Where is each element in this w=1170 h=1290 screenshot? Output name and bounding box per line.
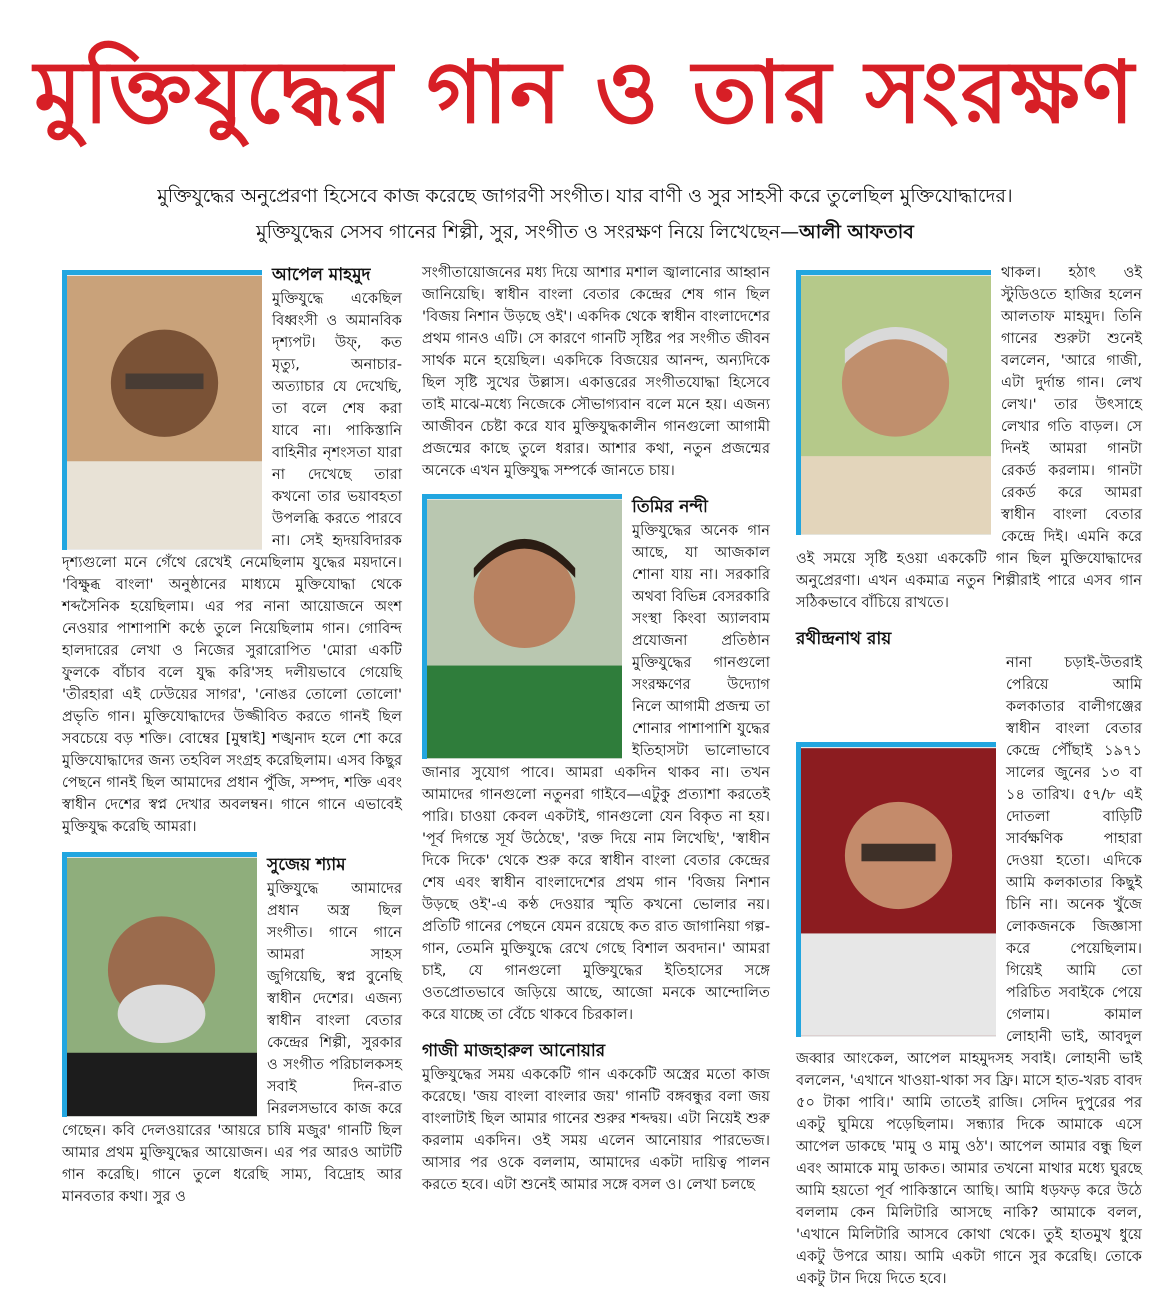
section-head-rathin: রথীন্দ্রনাথ রায় (796, 629, 892, 649)
portrait-icon (67, 275, 262, 550)
standfirst-line-2 (80, 214, 1090, 250)
standfirst (80, 178, 1090, 250)
section-head-apel: আপেল মাহমুদ (272, 265, 371, 285)
column-right (796, 262, 1142, 1287)
section-text-middle-top: সংগীতায়োজনের মধ্য দিয়ে আশার মশাল জ্বালানোর আহ্বান জানিয়েছি। স্বাধীন বাংলা বেতার কেন্দ্রের শেষ গান ছিল 'বিজয় নিশান উড়ছে ওই'। একদিক থেকে স্বাধীন বাংলাদেশের প্রথম গানও এটি। সে কারণে গানটি সৃষ্টির পর সংগীত জীবন সার্থক মনে হয়েছিল। একদিকে বিজয়ের আনন্দ, অন্যদিকে ছিল সৃষ্টি সুখের উল্লাস। একাত্তরের সংগীতযোদ্ধা হিসেবে তাই মাঝে-মধ্যে নিজেকে সৌভাগ্যবান বলে মনে হয়। এজন্য আজীবন চেষ্টা করে যাব মুক্তিযুদ্ধকালীন গানগুলো আগামী প্রজন্মের কাছে তুলে ধরার। আশার কথা, নতুন প্রজন্মের অনেকে এখন মুক্তিযুদ্ধ সম্পর্কে জানতে চায়। (422, 264, 770, 479)
photo-rathindranath-roy (796, 742, 996, 1037)
portrait-icon (801, 747, 996, 1037)
portrait-icon (67, 857, 257, 1117)
standfirst-line-1: মুক্তিযুদ্ধের অনুপ্রেরণা হিসেবে কাজ করেছে জাগরণী সংগীত। যার বাণী ও সুর সাহসী করে তুলেছিল মুক্তিযোদ্ধাদের। (157, 185, 1013, 207)
photo-apel-mahmud (62, 270, 262, 550)
section-head-gazi: গাজী মাজহারুল আনোয়ার (422, 1041, 606, 1061)
section-head-sujeo: সুজেয় শ্যাম (267, 855, 346, 875)
section-text-right-top: থাকল। হঠাৎ ওই স্টুডিওতে হাজির হলেন আলতাফ মাহমুদ। তিনি গানের শুরুটা শুনেই বললেন, 'আরে গাজী, এটা দুর্দান্ত গান। লেখ লেখ।' তার উৎসাহে লেখার গতি বাড়ল। সে দিনই আমরা গানটা রেকর্ড করলাম। গানটা রেকর্ড করে আমরা স্বাধীন বাংলা বেতার কেন্দ্রে দিই। এমনি করে ওই সময়ে সৃষ্টি হওয়া এককেটি গান ছিল মুক্তিযোদ্ধাদের অনুপ্রেরণা। এখন একমাত্র নতুন শিল্পীরাই পারে এসব গান সঠিকভাবে বাঁচিয়ে রাখতে। (796, 264, 1142, 611)
photo-timir-nandi (422, 494, 622, 759)
author-byline: আলী আফতাব (799, 221, 914, 243)
section-text-gazi: মুক্তিযুদ্ধের সময় এককেটি গান এককেটি অস্ত্রের মতো কাজ করেছে। 'জয় বাংলা বাংলার জয়' গানটি বঙ্গবন্ধুর বলা জয় বাংলাটাই ছিল আমার গানের শুরুর শব্দদ্বয়। এটা নিয়েই শুরু করলাম একদিন। ওই সময় এলেন আনোয়ার পারভেজ। আসার পর ওকে বললাম, আমাদের একটা দায়িত্ব পালন করতে হবে। এটা শুনেই আমার সঙ্গে বসল ও। লেখা চলছে (422, 1066, 770, 1193)
photo-gazi-mazharul-anwar (796, 270, 991, 535)
column-middle (422, 262, 770, 1193)
photo-sujeo-shyam (62, 852, 257, 1117)
headline: মুক্তিযুদ্ধের গান ও তার সংরক্ষণ (34, 42, 1136, 143)
column-left (62, 262, 402, 1205)
section-text-apel: মুক্তিযুদ্ধে একেছিল বিধ্বংসী ও অমানবিক দৃশ্যপট। উফ্‌, কত মৃত্যু, অনাচার-অত্যাচার যে দেখেছি, তা বলে শেষ করা যাবে না। পাকিস্তানি বাহিনীর নৃশংসতা যারা না দেখেছে তারা কখনো তার ভয়াবহতা উপলব্ধি করতে পারবে না। সেই হৃদয়বিদারক দৃশ্যগুলো মনে গেঁথে রেখেই নেমেছিলাম যুদ্ধের ময়দানে। 'বিক্ষুব্ধ বাংলা' অনুষ্ঠানের মাধ্যমে মুক্তিযোদ্ধা থেকে শব্দসৈনিক হয়েছিলাম। এর পর নানা আয়োজনে অংশ নেওয়ার পাশাপাশি কণ্ঠে তুলে নিয়েছিলাম গান। গোবিন্দ হালদারের লেখা ও নিজের সুরারোপিত 'মোরা একটি ফুলকে বাঁচাব বলে যুদ্ধ করি'সহ দলীয়ভাবে গেয়েছি 'তীরহারা এই ঢেউয়ের সাগর', 'নোঙর তোলো তোলো' প্রভৃতি গান। মুক্তিযোদ্ধাদের উজ্জীবিত করতে গানই ছিল সবচেয়ে বড় শক্তি। বোম্বের [মুম্বাই] শঙ্খনাদ হলে শো করে মুক্তিযোদ্ধাদের জন্য তহবিল সংগ্রহ করেছিলাম। এসব কিছুর পেছনে গানই ছিল আমাদের প্রধান পুঁজি, সম্পদ, শক্তি এবং স্বাধীন দেশের স্বপ্ন দেখার অবলম্বন। গানে গানে এভাবেই মুক্তিযুদ্ধ করেছি আমরা। (62, 290, 402, 835)
portrait-icon (801, 275, 991, 535)
standfirst-line-2-text: মুক্তিযুদ্ধের সেসব গানের শিল্পী, সুর, সংগীত ও সংরক্ষণ নিয়ে লিখেছেন— (256, 221, 800, 243)
section-head-timir: তিমির নন্দী (632, 497, 708, 517)
portrait-icon (427, 499, 622, 759)
section-text-timir: মুক্তিযুদ্ধের অনেক গান আছে, যা আজকাল শোনা যায় না। সরকারি অথবা বিভিন্ন বেসরকারি সংস্থা কিংবা অ্যালবাম প্রযোজনা প্রতিষ্ঠান মুক্তিযুদ্ধের গানগুলো সংরক্ষণের উদ্যোগ নিলে আগামী প্রজন্ম তা শোনার পাশাপাশি যুদ্ধের ইতিহাসটা ভালোভাবে জানার সুযোগ পাবে। আমরা একদিন থাকব না। তখন আমাদের গানগুলো নতুনরা গাইবে—এটুকু প্রত্যাশা করতেই পারি। চাওয়া কেবল একটাই, গানগুলো যেন বিকৃত না হয়। 'পূর্ব দিগন্তে সূর্য উঠেছে', 'রক্ত দিয়ে নাম লিখেছি', 'স্বাধীন দিকে দিকে' থেকে শুরু করে স্বাধীন বাংলা বেতার কেন্দ্রের শেষ এবং স্বাধীন বাংলাদেশের প্রথম গান 'বিজয় নিশান উড়ছে ওই'-এ কণ্ঠ দেওয়ার স্মৃতি কখনো ভোলার নয়। প্রতিটি গানের পেছনে যেমন রয়েছে কত রাত জাগানিয়া গল্প-গান, তেমনি মুক্তিযুদ্ধে রেখে গেছে বিশাল অবদান।' আমরা চাই, যে গানগুলো মুক্তিযুদ্ধের ইতিহাসের সঙ্গে ওতপ্রোতভাবে জড়িয়ে আছে, আজো মনকে আন্দোলিত করে যাচ্ছে তা বেঁচে থাকবে চিরকাল। (422, 522, 770, 1023)
section-text-sujeo: মুক্তিযুদ্ধে আমাদের প্রধান অস্ত্র ছিল সংগীত। গানে গানে আমরা সাহস জুগিয়েছি, স্বপ্ন বুনেছি স্বাধীন দেশের। এজন্য স্বাধীন বাংলা বেতার কেন্দ্রের শিল্পী, সুরকার ও সংগীত পরিচালকসহ সবাই দিন-রাত নিরলসভাবে কাজ করে গেছেন। কবি দেলওয়ারের 'আয়রে চাষি মজুর' গানটি ছিল আমার প্রথম মুক্তিযুদ্ধের আয়োজন। এর পর আরও আটটি গান করেছি। গানে তুলে ধরেছি সাম্য, বিদ্রোহ আর মানবতার কথা। সুর ও (62, 880, 402, 1205)
section-text-rathin: নানা চড়াই-উতরাই পেরিয়ে আমি কলকাতার বালীগঞ্জের স্বাধীন বাংলা বেতার কেন্দ্রে পৌঁছাই ১৯৭১ সালের জুনের ১৩ বা ১৪ তারিখ। ৫৭/৮ এই দোতলা বাড়িটি সার্বক্ষণিক পাহারা দেওয়া হতো। এদিকে আমি কলকাতার কিছুই চিনি না। অনেক খুঁজে লোকজনকে জিজ্ঞাসা করে পেয়েছিলাম। গিয়েই আমি তো পরিচিত সবাইকে পেয়ে গেলাম। কামাল লোহানী ভাই, আবদুল জব্বার আংকেল, আপেল মাহমুদসহ সবাই। লোহানী ভাই বললেন, 'এখানে খাওয়া-থাকা সব ফ্রি। মাসে হাত-খরচ বাবদ ৫০ টাকা পাবি।' আমি তাতেই রাজি। সেদিন দুপুরের পর একটু ঘুমিয়ে পড়েছিলাম। সন্ধ্যার দিকে আমাকে এসে আপেল ডাকছে 'মামু ও মামু ওঠ'। আপেল আমার বন্ধু ছিল এবং আমাকে মামু ডাকত। আমার তখনো মাথার মধ্যে ঘুরছে আমি হয়তো পূর্ব পাকিস্তানে আছি। আমি ধড়ফড় করে উঠে বললাম কেন মিলিটারি আসছে নাকি? আমাকে বলল, 'এখানে মিলিটারি আসবে কোথা থেকে। তুই হাতমুখ ধুয়ে একটু উপরে আয়। আমি একটা গানে সুর করেছি। তোকে একটু টান দিয়ে দিতে হবে। (796, 654, 1142, 1287)
